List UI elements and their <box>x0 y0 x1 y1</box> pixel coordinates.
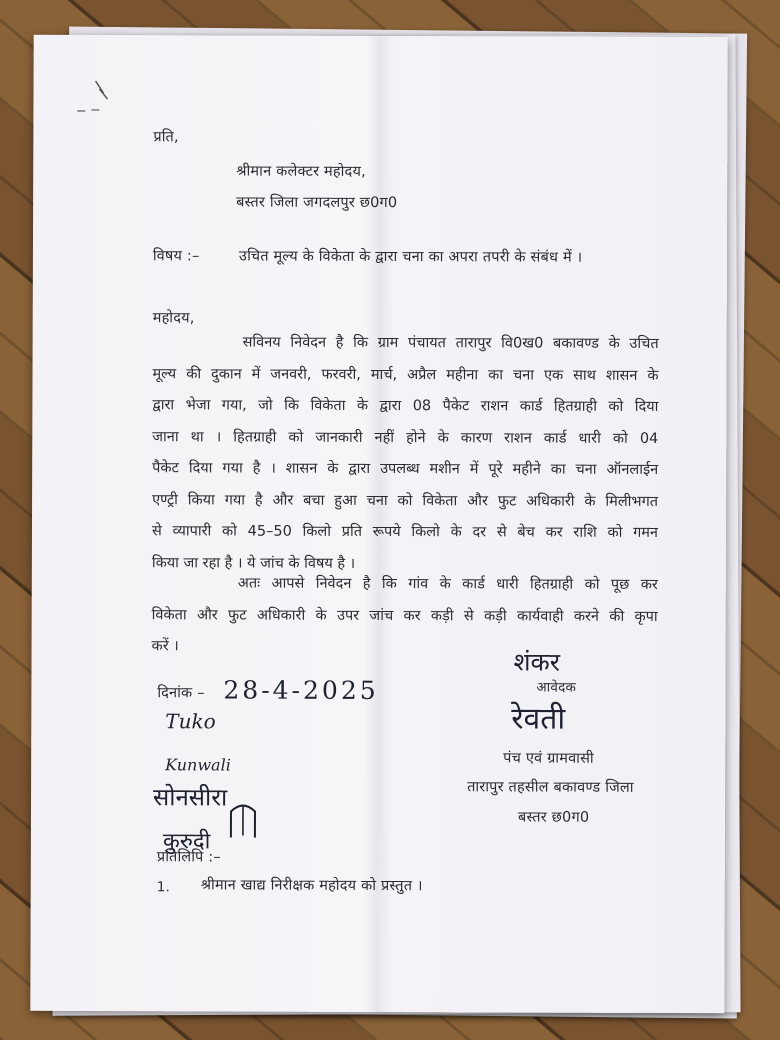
copy-item-number: 1. <box>156 879 171 896</box>
body-line: एण्ट्री किया गया है और बचा हुआ चना को विकेता और फुट अधिकारी के मिलीभगत <box>152 491 659 510</box>
request-line: करें । <box>151 638 179 655</box>
subject-label: विषय :– <box>152 248 200 265</box>
recipient-line-2: बस्तर जिला जगदलपुर छ0ग0 <box>236 194 398 212</box>
salutation: महोदय, <box>152 310 195 327</box>
sender-line-3: बस्तर छ0ग0 <box>517 809 590 826</box>
body-line: किया जा रहा है । ये जांच के विषय है । <box>151 554 356 572</box>
letter-page <box>30 35 727 1013</box>
body-line: सविनय निवेदन है कि ग्राम पंचायत तारापुर वि0ख0 बकावण्ड के उचित <box>242 334 659 352</box>
left-signature-1: Tuko <box>165 709 216 734</box>
left-signature-3: सोनसीरा <box>152 783 228 812</box>
body-line: जाना था । हितग्राही को जानकारी नहीं होने के कारण राशन कार्ड धारी को 04 <box>152 428 659 447</box>
applicant-signature-top: शंकर <box>513 647 561 677</box>
body-paragraph <box>152 327 659 581</box>
thumb-mark <box>225 797 269 841</box>
subject-text: उचित मूल्य के विकेता के द्वारा चना का अपरा तपरी के संबंध में । <box>238 248 583 266</box>
applicant-label: आवेदक <box>536 679 577 696</box>
body-line: से व्यापारी को 45–50 किलो प्रति रूपये किलो के दर से बेच कर राशि को गमन <box>151 523 658 541</box>
left-signature-2: Kunwali <box>165 755 231 775</box>
copy-label: प्रतिलिपि :– <box>156 849 221 866</box>
copy-item-text: श्रीमान खाद्य निरीक्षक महोदय को प्रस्तुत । <box>200 877 423 895</box>
recipient-line-1: श्रीमान कलेक्टर महोदय, <box>236 163 366 180</box>
body-line: पैकेट दिया गया है । शासन के द्वारा उपलब्ध मशीन में पूरे महीने का चना ऑनलाईन <box>152 460 659 478</box>
date-handwritten: 28-4-2025 <box>223 675 379 705</box>
date-label: दिनांक – <box>157 685 205 702</box>
to-label: प्रति, <box>153 129 179 146</box>
sender-line-1: पंच एवं ग्रामवासी <box>503 750 594 767</box>
body-line: द्वारा भेजा गया, जो कि विकेता के द्वारा 08 पैकेट राशन कार्ड हितग्राही को दिया <box>152 397 659 415</box>
request-line: विकेता और फुट अधिकारी के उपर जांच कर कड़ी से कड़ी कार्यवाही करने की कृपा <box>151 606 658 625</box>
request-line: अतः आपसे निवेदन है कि गांव के कार्ड धारी हितग्राही को पूछ कर <box>237 575 658 593</box>
sender-line-2: तारापुर तहसील बकावण्ड जिला <box>467 779 634 796</box>
request-paragraph <box>152 568 658 664</box>
pen-mark-scribble <box>73 77 123 117</box>
body-line: मूल्य की दुकान में जनवरी, फरवरी, मार्च, अप्रैल महीना का चना एक साथ शासन के <box>152 365 659 384</box>
left-signature-4: कुरुदी <box>162 829 211 855</box>
applicant-signature-bottom: रेवती <box>511 701 566 737</box>
